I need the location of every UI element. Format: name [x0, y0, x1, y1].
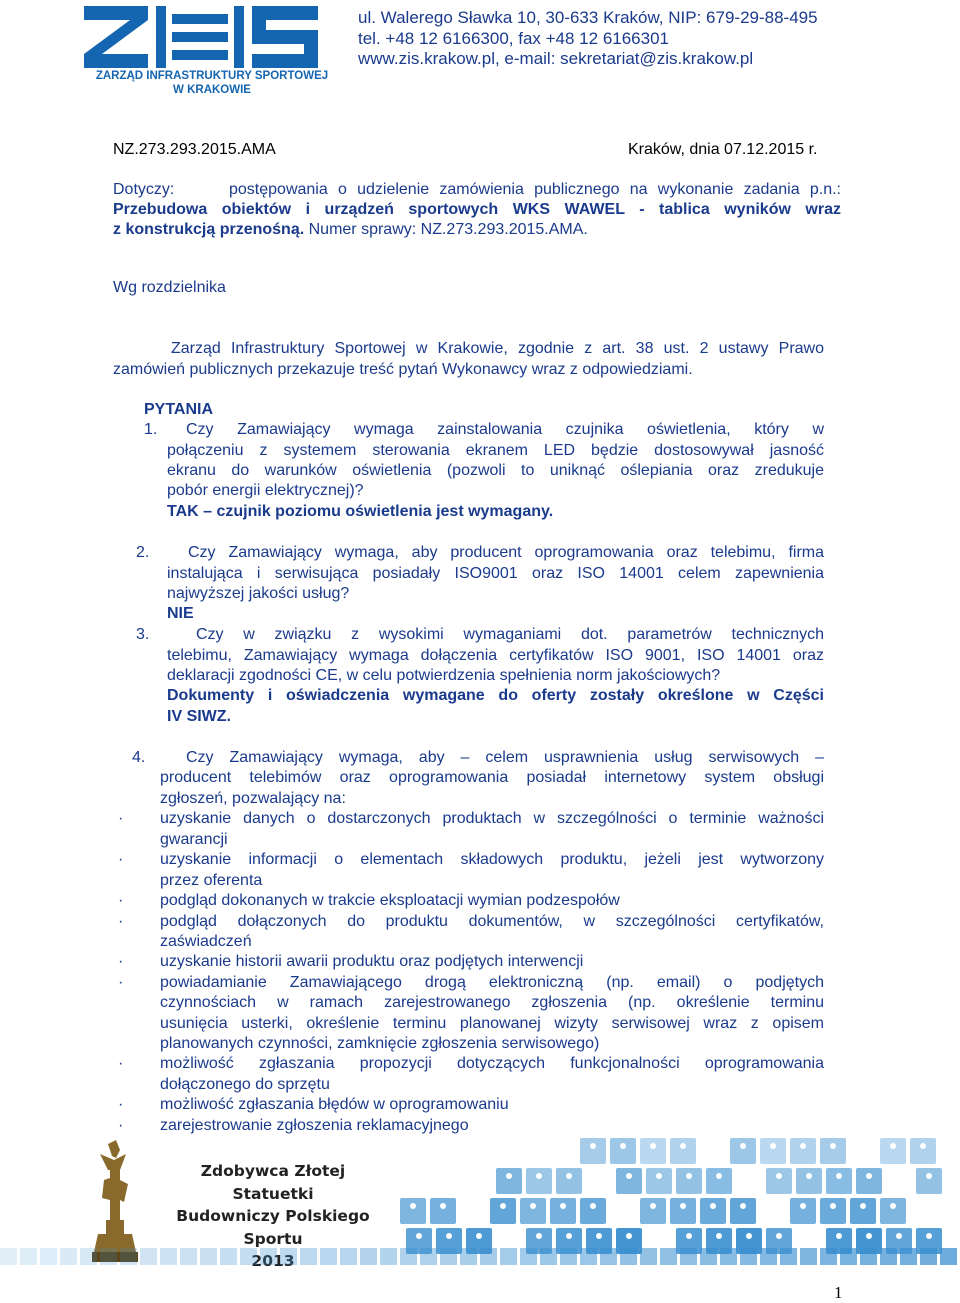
pictogram-tile [550, 1198, 576, 1224]
strip-tile [860, 1248, 877, 1265]
phone-line: tel. +48 12 6166300, fax +48 12 6166301 [358, 28, 669, 48]
strip-tile [820, 1248, 837, 1265]
bullet-marker: · [118, 810, 124, 827]
pictogram-figure [926, 1233, 932, 1239]
pictogram-figure [590, 1143, 596, 1149]
pictogram-figure [650, 1203, 656, 1209]
pictogram-figure [446, 1233, 452, 1239]
pictogram-tile [520, 1198, 546, 1224]
strip-tile [540, 1248, 557, 1265]
strip-tile [560, 1248, 577, 1265]
pictogram-tile [580, 1198, 606, 1224]
q1-answer: TAK – czujnik poziomu oświetlenia jest wymagany. [167, 503, 554, 520]
strip-tile [260, 1248, 277, 1265]
bullet-6-line1: powiadamianie Zamawiającego drogą elektroniczną (np. email) o podjętych [160, 974, 824, 991]
strip-tile [300, 1248, 317, 1265]
pictogram-tile [730, 1198, 756, 1224]
pictogram-strip-tiles [0, 1248, 957, 1265]
q3-line1: Czy w związku z wysokimi wymaganiami dot. parametrów technicznych [196, 626, 824, 643]
subject-line3-rest: Numer sprawy: NZ.273.293.2015.AMA. [304, 221, 588, 238]
pictogram-tile [400, 1198, 426, 1224]
bullet-7-line2: dołączonego do sprzętu [160, 1076, 330, 1093]
intro-line1: Zarząd Infrastruktury Sportowej w Krakowie, zgodnie z art. 38 ust. 2 ustawy Prawo [171, 340, 824, 357]
pictogram-figure [560, 1203, 566, 1209]
pictogram-figure [926, 1173, 932, 1179]
pictogram-tile [856, 1168, 882, 1194]
pictogram-figure [740, 1143, 746, 1149]
pictogram-tile [820, 1198, 846, 1224]
q2-line3: najwyższej jakości usług? [167, 585, 350, 602]
bullet-2-line1: uzyskanie informacji o elementach składowych produktu, jeżeli jest wytworzony [160, 851, 824, 868]
logo-caption [82, 69, 342, 97]
pictogram-tiles [400, 1138, 942, 1254]
pictogram-figure [530, 1203, 536, 1209]
strip-tile [840, 1248, 857, 1265]
pictogram-tile [730, 1138, 756, 1164]
pictogram-figure [626, 1233, 632, 1239]
bullet-9-line1: zarejestrowanie zgłoszenia reklamacyjnego [160, 1117, 469, 1134]
bullet-1-line1: uzyskanie danych o dostarczonych produktach w szczególności o terminie ważności [160, 810, 824, 827]
pictogram-figure [656, 1173, 662, 1179]
pictogram-figure [596, 1233, 602, 1239]
pictogram-tile [766, 1168, 792, 1194]
pictogram-tile [646, 1168, 672, 1194]
strip-tile [360, 1248, 377, 1265]
strip-tile [660, 1248, 677, 1265]
pictogram-figure [866, 1233, 872, 1239]
bullet-1-line2: gwarancji [160, 831, 228, 848]
strip-tile [760, 1248, 777, 1265]
pictogram-tile [616, 1168, 642, 1194]
subject-label: Dotyczy: [113, 181, 175, 198]
pictogram-figure [800, 1203, 806, 1209]
pictogram-figure [800, 1143, 806, 1149]
subject-line3-bold: z konstrukcją przenośną. [113, 221, 305, 238]
pictogram-figure [650, 1143, 656, 1149]
pictogram-tile [490, 1198, 516, 1224]
pictogram-tile [880, 1198, 906, 1224]
q3-line2: telebimu, Zamawiający wymaga dołączenia certyfikatów ISO 9001, ISO 14001 oraz [167, 647, 824, 664]
pictogram-figure [836, 1233, 842, 1239]
q2-answer: NIE [167, 605, 194, 622]
strip-tile [580, 1248, 597, 1265]
bullet-8-line1: możliwość zgłaszania błędów w oprogramowaniu [160, 1096, 509, 1113]
pictogram-tile [700, 1198, 726, 1224]
bullet-6-line3: usunięcia usterki, określenie terminu planowanej wizyty serwisowej wraz z opisem [160, 1015, 824, 1032]
q2-line2: instalująca i serwisująca posiadały ISO9001 oraz ISO 14001 celem zapewnienia [167, 565, 824, 582]
strip-tile [280, 1248, 297, 1265]
bullet-marker: · [118, 1096, 124, 1113]
pictogram-tile [796, 1168, 822, 1194]
strip-tile [640, 1248, 657, 1265]
strip-tile [340, 1248, 357, 1265]
bullet-marker: · [118, 953, 124, 970]
bullet-marker: · [118, 1117, 124, 1134]
bullet-4-line2: zaświadczeń [160, 933, 252, 950]
pictogram-tile [706, 1168, 732, 1194]
strip-tile [440, 1248, 457, 1265]
pictogram-figure [416, 1233, 422, 1239]
bullet-4-line1: podgląd dołączonych do produktu dokumentów, w szczególności certyfikatów, [160, 913, 824, 930]
q3-line3: deklaracji zgodności CE, w celu potwierdzenia spełnienia norm jakościowych? [167, 667, 721, 684]
bullet-6-line2: czynnościach w ramach zarejestrowanego zgłoszenia (np. określenie terminu [160, 994, 824, 1011]
strip-tile [400, 1248, 417, 1265]
pictogram-figure [566, 1173, 572, 1179]
pictogram-tile [676, 1168, 702, 1194]
letter-date: Kraków, dnia 07.12.2015 r. [628, 141, 818, 158]
q1-line4: pobór energii elektrycznej)? [167, 482, 364, 499]
strip-tile [880, 1248, 897, 1265]
q4-line2: producent telebimów oraz oprogramowania posiadał internetowy system obsługi [160, 769, 824, 786]
pictogram-figure [500, 1203, 506, 1209]
strip-tile [720, 1248, 737, 1265]
letterhead-contact [358, 8, 818, 70]
strip-tile [500, 1248, 517, 1265]
bullet-marker: · [118, 892, 124, 909]
pictogram-tile [580, 1138, 606, 1164]
pictogram-figure [716, 1233, 722, 1239]
pictogram-figure [626, 1173, 632, 1179]
strip-tile [480, 1248, 497, 1265]
page-number: 1 [834, 1283, 843, 1302]
pictogram-figure [806, 1173, 812, 1179]
pictogram-tile [670, 1198, 696, 1224]
pictogram-figure [836, 1173, 842, 1179]
address-line: ul. Walerego Sławka 10, 30-633 Kraków, NIP: 679-29-88-495 [358, 8, 818, 27]
strip-tile [40, 1248, 57, 1265]
strip-tile [600, 1248, 617, 1265]
web-line: www.zis.krakow.pl, e-mail: sekretariat@zis.krakow.pl [358, 49, 754, 68]
pictogram-figure [896, 1233, 902, 1239]
pictogram-tile [496, 1168, 522, 1194]
strip-tile [160, 1248, 177, 1265]
strip-tile [700, 1248, 717, 1265]
pictogram-tile [760, 1138, 786, 1164]
strip-tile [220, 1248, 237, 1265]
q1-line2: połączeniu z systemem sterowania ekranem LED będzie dostosowywał jasność [167, 442, 824, 459]
q4-number: 4. [132, 749, 146, 766]
pictogram-figure [440, 1203, 446, 1209]
pictogram-figure [680, 1143, 686, 1149]
q3-answer-line2: IV SIWZ. [167, 708, 231, 725]
strip-tile [680, 1248, 697, 1265]
strip-tile [140, 1248, 157, 1265]
strip-tile [0, 1248, 17, 1265]
award-line3: 2013 [251, 1252, 295, 1270]
strip-tile [180, 1248, 197, 1265]
pictogram-figure [920, 1143, 926, 1149]
pictogram-tile [820, 1138, 846, 1164]
subject-line2: Przebudowa obiektów i urządzeń sportowych WKS WAWEL - tablica wyników wraz [113, 201, 841, 218]
pictogram-tile [916, 1168, 942, 1194]
strip-tile [80, 1248, 97, 1265]
strip-tile [380, 1248, 397, 1265]
q4-line3: zgłoszeń, pozwalający na: [160, 790, 346, 807]
bullet-marker: · [118, 851, 124, 868]
pictogram-tile [430, 1198, 456, 1224]
strip-tile [60, 1248, 77, 1265]
pictogram-figure [410, 1203, 416, 1209]
pictogram-tile [640, 1138, 666, 1164]
pictogram-figure [830, 1203, 836, 1209]
strip-tile [940, 1248, 957, 1265]
pictogram-tile [826, 1168, 852, 1194]
subject-line3 [113, 220, 588, 241]
subject-line1: postępowania o udzielenie zamówienia publicznego na wykonanie zadania p.n.: [229, 181, 841, 198]
questions-heading: PYTANIA [144, 401, 214, 418]
pictogram-figure [890, 1203, 896, 1209]
strip-tile [780, 1248, 797, 1265]
q1-line3: ekranu do warunków oświetlenia (pozwoli to uniknąć oślepiania oraz zredukuje [167, 462, 824, 479]
pictogram-figure [620, 1143, 626, 1149]
pictogram-figure [476, 1233, 482, 1239]
strip-tile [240, 1248, 257, 1265]
q3-answer-line1: Dokumenty i oświadczenia wymagane do oferty zostały określone w Części [167, 687, 824, 704]
pictogram-tile [670, 1138, 696, 1164]
pictogram-tile [850, 1198, 876, 1224]
bullet-7-line1: możliwość zgłaszania propozycji dotyczących funkcjonalności oprogramowania [160, 1055, 824, 1072]
strip-tile [420, 1248, 437, 1265]
pictogram-figure [566, 1233, 572, 1239]
q1-number: 1. [144, 421, 158, 438]
q3-number: 3. [136, 626, 150, 643]
award-line1: Zdobywca Złotej Statuetki [200, 1162, 346, 1203]
pictogram-tile [910, 1138, 936, 1164]
pictogram-tile [640, 1198, 666, 1224]
pictogram-tile [556, 1168, 582, 1194]
pictogram-figure [776, 1173, 782, 1179]
recipient: Wg rozdzielnika [113, 279, 226, 296]
pictogram-figure [740, 1203, 746, 1209]
pictogram-figure [866, 1173, 872, 1179]
award-line2: Budowniczy Polskiego Sportu [176, 1207, 370, 1248]
logo-caption-line1: ZARZĄD INFRASTRUKTURY SPORTOWEJ [95, 70, 329, 82]
bullet-marker: · [118, 1055, 124, 1072]
pictogram-figure [716, 1173, 722, 1179]
pictogram-figure [590, 1203, 596, 1209]
pictogram-tile [790, 1198, 816, 1224]
strip-tile [100, 1248, 117, 1265]
bullet-5-line1: uzyskanie historii awarii produktu oraz podjętych interwencji [160, 953, 584, 970]
pictogram-figure [776, 1233, 782, 1239]
pictogram-tile [880, 1138, 906, 1164]
logo-caption-line2: W KRAKOWIE [173, 84, 251, 96]
pictogram-figure [686, 1233, 692, 1239]
strip-tile [200, 1248, 217, 1265]
strip-tile [920, 1248, 937, 1265]
strip-tile [520, 1248, 537, 1265]
strip-tile [900, 1248, 917, 1265]
reference-number: NZ.273.293.2015.AMA [113, 141, 276, 158]
strip-tile [460, 1248, 477, 1265]
strip-tile [20, 1248, 37, 1265]
strip-tile [740, 1248, 757, 1265]
bullet-2-line2: przez oferenta [160, 872, 263, 889]
pictogram-figure [860, 1203, 866, 1209]
intro-line2: zamówień publicznych przekazuje treść pytań Wykonawcy wraz z odpowiedziami. [113, 361, 693, 378]
pictogram-figure [536, 1173, 542, 1179]
pictogram-figure [506, 1173, 512, 1179]
q4-line1: Czy Zamawiający wymaga, aby – celem usprawnienia usług serwisowych – [186, 749, 824, 766]
pictogram-tile [790, 1138, 816, 1164]
pictogram-strip [0, 1244, 960, 1274]
pictogram-figure [710, 1203, 716, 1209]
pictogram-figure [746, 1233, 752, 1239]
pictogram-tile [610, 1138, 636, 1164]
q2-number: 2. [136, 544, 150, 561]
pictogram-figure [536, 1233, 542, 1239]
q2-line1: Czy Zamawiający wymaga, aby producent oprogramowania oraz telebimu, firma [188, 544, 824, 561]
bullet-marker: · [118, 913, 124, 930]
bullet-marker: · [118, 974, 124, 991]
pictogram-figure [770, 1143, 776, 1149]
strip-tile [320, 1248, 337, 1265]
strip-tile [620, 1248, 637, 1265]
pictogram-figure [890, 1143, 896, 1149]
pictogram-figure [830, 1143, 836, 1149]
pictogram-figure [686, 1173, 692, 1179]
pictogram-figure [680, 1203, 686, 1209]
bullet-6-line4: planowanych czynności, zamknięcie zgłoszenia serwisowego) [160, 1035, 600, 1052]
pictogram-tile [526, 1168, 552, 1194]
strip-tile [120, 1248, 137, 1265]
strip-tile [800, 1248, 817, 1265]
q1-line1: Czy Zamawiający wymaga zainstalowania czujnika oświetlenia, który w [186, 421, 824, 438]
bullet-3-line1: podgląd dokonanych w trakcie eksploatacji wymian podzespołów [160, 892, 620, 909]
